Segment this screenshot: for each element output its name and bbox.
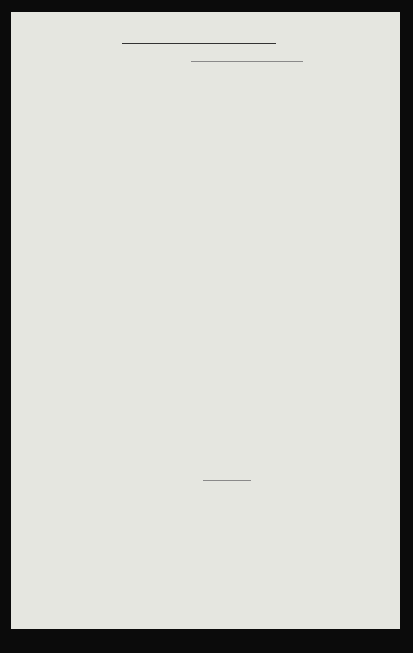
- footer-bar: [0, 638, 413, 653]
- form-sheet: [11, 12, 400, 629]
- title-underline: [122, 43, 276, 44]
- unit-line: [191, 61, 303, 62]
- part-d-unit-line: [203, 480, 251, 481]
